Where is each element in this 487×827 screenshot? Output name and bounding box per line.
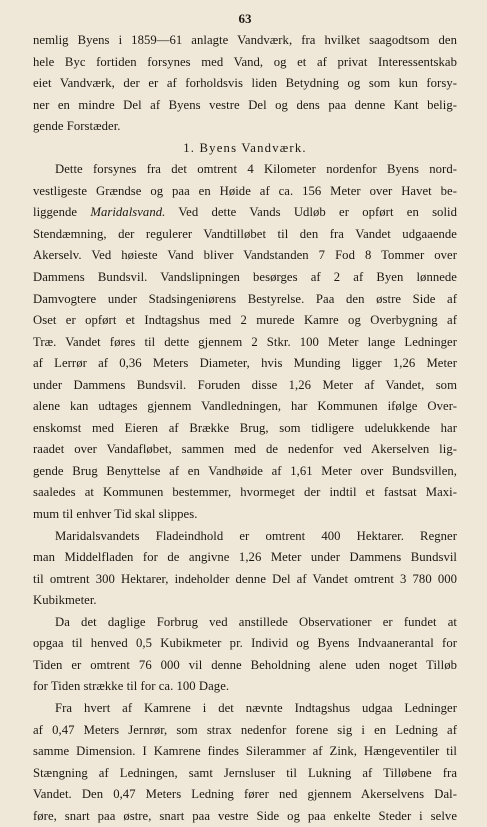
text-line: ner en mindre Del af Byens vestre Del og dens paa denne Kant belig- [33,97,457,112]
text-line: liggende Maridalsvand. Ved dette Vands Udløb er opført en solid [33,205,457,220]
body-text [33,30,457,827]
text-line: Tiden er omtrent 76 000 vil denne Beholdning alene uden noget Tilløb [33,657,457,672]
text-line: vestligeste Grændse og paa en Høide af ca. 156 Meter over Havet be- [33,183,457,198]
text-line: Oset er opført et Indtagshus med 2 murede Kamre og Overbygning af [33,313,457,328]
text-line: af 0,47 Meters Jernrør, som strax nedenfor forene sig i en Ledning af [33,722,457,737]
text-line: Vandet. Den 0,47 Meters Ledning fører ned gjennem Akerselvens Dal- [33,787,457,802]
text-line: Stængning af Ledningen, samt Jernsluser til Lukning af Tilløbene fra [33,765,457,780]
italic-place-name: Maridalsvand. [90,205,166,220]
text-line: nemlig Byens i 1859—61 anlagte Vandværk, fra hvilket saagodtsom den [33,33,457,47]
text-line: hele Byc fortiden forsynes med Vand, og et af privat Interessentskab [33,54,457,69]
text-line: gende Brug Benyttelse af en Vandhøide af 1,61 Meter over Bundsvillen, [33,463,457,478]
text-line: Dammens Bundsvil. Vandslipningen besørges af 2 af Byen lønnede [33,270,457,285]
text-line: mum til enhver Tid skal slippes. [33,507,198,522]
text-line: Træ. Vandet føres til dette gjennem 2 Stkr. 100 Meter lange Ledninger [33,334,457,349]
text-line: Fra hvert af Kamrene i det nævnte Indtagshus udgaa Ledninger [55,700,457,715]
page-number: 63 [238,11,252,26]
text-line: til omtrent 300 Hektarer, indeholder denne Del af Vandet omtrent 3 780 000 [33,571,457,586]
text-line: eiet Vandværk, der er af forholdsvis liden Betydning og som kun forsy- [33,76,457,91]
text-line: alene kan udtages gjennem Vandledningen, har Kommunen ifølge Over- [33,399,457,414]
text-line: Maridalsvandets Fladeindhold er omtrent 400 Hektarer. Regner [55,528,457,543]
section-heading: 1. Byens Vandværk. [183,140,307,155]
text-line: Kubikmeter. [33,593,97,608]
text-line: føre, snart paa østre, snart paa vestre Side og paa enkelte Steder i selve [33,808,457,823]
text-line: Akerselv. Ved høieste Vand bliver Vandstanden 7 Fod 8 Tommer over [33,248,457,263]
text-line: samme Dimension. I Kamrene findes Silerammer af Zink, Hængeventiler til [33,744,457,759]
text-line: opgaa til henved 0,5 Kubikmeter pr. Individ og Byens Indvaanerantal for [33,636,457,651]
text-line: for Tiden strække til for ca. 100 Dage. [33,679,230,694]
text-line: Damvogtere under Stadsingeniørens Bestyrelse. Paa den østre Side af [33,291,457,306]
text-line: Stendæmning, der regulerer Vandtilløbet til den fra Vandet udgaaende [33,226,457,241]
text-line: af Lerrør af 0,36 Meters Diameter, hvis Munding ligger 1,26 Meter [33,356,457,371]
text-line: man Middelfladen for de angivne 1,26 Meter under Dammens Bundsvil [33,550,457,565]
text-line: Dette forsynes fra det omtrent 4 Kilometer nordenfor Byens nord- [55,162,457,177]
text-line: enskomst med Eieren af Brække Brug, som tidligere udelukkende har [33,420,457,435]
text-line: gende Forstæder. [33,119,121,134]
text-line: raadet over Vandafløbet, sammen med de nedenfor ved Akerselven lig- [33,442,457,457]
text-line: Da det daglige Forbrug ved anstillede Observationer er fundet at [55,614,457,629]
text-line: under Dammens Bundsvil. Foruden disse 1,26 Meter af Vandet, som [33,377,457,392]
text-line: saaledes at Kommunen bestemmer, hvormeget der indtil et fastsat Maxi- [33,485,457,500]
